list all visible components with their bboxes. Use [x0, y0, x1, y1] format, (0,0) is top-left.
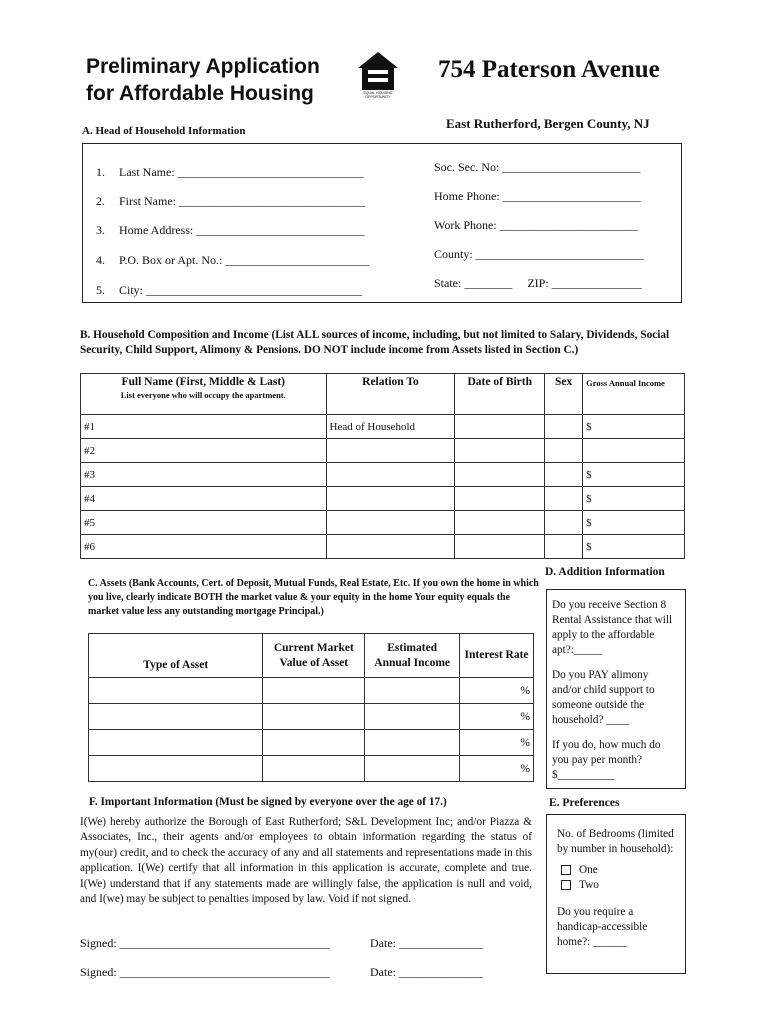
equal-housing-logo [356, 50, 400, 102]
signature-field-1[interactable]: Signed: ___________________________________ [80, 936, 330, 950]
field-label: City: ____________________________________ [119, 283, 363, 297]
col-relation: Relation To [326, 374, 455, 415]
col-annual-income: Estimated Annual Income [365, 634, 460, 678]
row-dob[interactable] [455, 535, 545, 559]
col-full-name-label: Full Name (First, Middle & Last) [121, 376, 286, 388]
field-po-box[interactable] [96, 253, 369, 268]
section-f-title: F. Important Information (Must be signed by everyone over the age of 17.) [89, 796, 447, 808]
col-dob: Date of Birth [455, 374, 545, 415]
table-header-row [81, 374, 685, 415]
section-e-box [546, 814, 686, 974]
col-market-value: Current Market Value of Asset [263, 634, 365, 678]
section-b-title: B. Household Composition and Income (List ALL sources of income, including, but not limited to Salary, Dividends, Social Security, Child Support, Alimony & Pensions. DO NOT include income from Assets listed in Section C.) [80, 329, 670, 356]
row-sex[interactable] [545, 511, 583, 535]
col-full-name-note: List everyone who will occupy the apartment. [120, 390, 286, 400]
title-line-1: Preliminary Application [86, 55, 320, 78]
field-first-name[interactable] [96, 194, 365, 209]
field-number: 1. [96, 165, 105, 179]
table-row [81, 511, 685, 535]
assets-table [88, 633, 534, 782]
section-d-box [546, 589, 686, 789]
bedroom-option-one[interactable] [561, 863, 675, 878]
row-number: #1 [81, 415, 327, 439]
row-relation[interactable] [326, 535, 455, 559]
section-a-title: A. Head of Household Information [82, 125, 246, 137]
table-row [81, 463, 685, 487]
checkbox-icon[interactable] [561, 880, 571, 890]
bedrooms-question: No. of Bedrooms (limited by number in household): [557, 828, 674, 855]
cell-market-value[interactable] [263, 756, 365, 782]
field-number: 4. [96, 253, 105, 267]
cell-interest-rate[interactable]: % [460, 704, 534, 730]
date-field-2[interactable]: Date: ______________ [370, 965, 483, 979]
row-sex[interactable] [545, 535, 583, 559]
form-title [86, 53, 320, 107]
row-number: #3 [81, 463, 327, 487]
row-relation[interactable] [326, 511, 455, 535]
field-number: 5. [96, 283, 105, 297]
row-income[interactable]: $ [583, 511, 685, 535]
authorization-text: I(We) hereby authorize the Borough of East Rutherford; S&L Development Inc; and/or Piazza & Associates, Inc., their agents and/or employees to obtain information regarding the status of my(our) credit, and to check the accuracy of any and all statements and representations made in this application. I(We) certify that all information in this application is accurate, complete and true. I(We) understand that if any statements made are willingly false, the application is null and void, and I(we) may be subject to penalties imposed by law. Void if not signed. [80, 816, 532, 906]
cell-asset-type[interactable] [89, 678, 263, 704]
cell-annual-income[interactable] [365, 730, 460, 756]
table-row [81, 439, 685, 463]
section8-question[interactable]: Do you receive Section 8 Rental Assistance that will apply to the affordable apt?:_____ [552, 599, 673, 656]
title-line-2: for Affordable Housing [86, 82, 314, 105]
row-number: #4 [81, 487, 327, 511]
alimony-question[interactable]: Do you PAY alimony and/or child support to someone outside the household? ____ [552, 669, 655, 726]
row-income[interactable]: $ [583, 463, 685, 487]
cell-interest-rate[interactable]: % [460, 730, 534, 756]
row-dob[interactable] [455, 415, 545, 439]
row-sex[interactable] [545, 415, 583, 439]
checkbox-icon[interactable] [561, 865, 571, 875]
col-asset-type: Type of Asset [89, 634, 263, 678]
table-header-row [89, 634, 534, 678]
row-sex[interactable] [545, 487, 583, 511]
row-number: #2 [81, 439, 327, 463]
cell-annual-income[interactable] [365, 704, 460, 730]
table-row [81, 535, 685, 559]
field-home-phone[interactable]: Home Phone: _______________________ [434, 189, 641, 203]
section-c-title: C. Assets (Bank Accounts, Cert. of Deposit, Mutual Funds, Real Estate, Etc. If you own the home in which you live, clearly indicate BOTH the market value & your equity in the home Your equity equals the market value less any outstanding mortgage Principal.) [88, 578, 539, 617]
field-work-phone[interactable]: Work Phone: _______________________ [434, 218, 638, 232]
option-label: Two [579, 879, 599, 891]
section-d-title: D. Addition Information [545, 566, 665, 578]
cell-annual-income[interactable] [365, 678, 460, 704]
row-income[interactable]: $ [583, 535, 685, 559]
row-sex[interactable] [545, 463, 583, 487]
cell-market-value[interactable] [263, 704, 365, 730]
row-income[interactable]: $ [583, 415, 685, 439]
date-field-1[interactable]: Date: ______________ [370, 936, 483, 950]
field-city[interactable] [96, 283, 362, 298]
property-address: 754 Paterson Avenue [438, 56, 660, 83]
field-state-zip[interactable]: State: ________ ZIP: _______________ [434, 276, 642, 290]
table-row [89, 756, 534, 782]
row-relation[interactable] [326, 487, 455, 511]
field-last-name[interactable] [96, 165, 364, 180]
signature-field-2[interactable]: Signed: ___________________________________ [80, 965, 330, 979]
row-dob[interactable] [455, 511, 545, 535]
field-home-address[interactable] [96, 223, 364, 238]
col-interest-rate: Interest Rate [460, 634, 534, 678]
row-number: #6 [81, 535, 327, 559]
cell-interest-rate[interactable]: % [460, 756, 534, 782]
table-row [81, 415, 685, 439]
field-number: 3. [96, 223, 105, 237]
row-income[interactable]: $ [583, 487, 685, 511]
field-label: Home Address: ____________________________ [119, 223, 365, 237]
table-row [81, 487, 685, 511]
cell-asset-type[interactable] [89, 730, 263, 756]
field-label: P.O. Box or Apt. No.: ________________________ [119, 253, 370, 267]
household-table [80, 373, 685, 559]
logo-text: EQUAL HOUSING OPPORTUNITY [363, 91, 393, 99]
row-dob[interactable] [455, 463, 545, 487]
field-ssn[interactable]: Soc. Sec. No: _______________________ [434, 160, 641, 174]
row-sex[interactable] [545, 439, 583, 463]
row-income[interactable] [583, 439, 685, 463]
row-dob[interactable] [455, 487, 545, 511]
row-number: #5 [81, 511, 327, 535]
cell-market-value[interactable] [263, 730, 365, 756]
cell-asset-type[interactable] [89, 704, 263, 730]
bedroom-option-two[interactable] [561, 878, 675, 893]
field-county[interactable]: County: ____________________________ [434, 247, 644, 261]
section-e-title: E. Preferences [549, 797, 620, 809]
col-full-name [81, 374, 327, 415]
col-sex: Sex [545, 374, 583, 415]
cell-market-value[interactable] [263, 678, 365, 704]
row-relation[interactable] [326, 439, 455, 463]
table-row [89, 704, 534, 730]
cell-asset-type[interactable] [89, 756, 263, 782]
table-row [89, 730, 534, 756]
table-row [89, 678, 534, 704]
property-location: East Rutherford, Bergen County, NJ [446, 116, 650, 131]
row-dob[interactable] [455, 439, 545, 463]
cell-annual-income[interactable] [365, 756, 460, 782]
field-label: First Name: _______________________________ [119, 194, 365, 208]
field-label: Last Name: _______________________________ [119, 165, 364, 179]
row-relation[interactable] [326, 463, 455, 487]
option-label: One [579, 864, 598, 876]
handicap-question[interactable]: Do you require a handicap-accessible home?: ______ [557, 906, 648, 948]
payment-amount-question[interactable]: If you do, how much do you pay per month? $__________ [552, 739, 661, 781]
col-income: Gross Annual Income [583, 374, 685, 415]
field-number: 2. [96, 194, 105, 208]
row-relation[interactable]: Head of Household [326, 415, 455, 439]
cell-interest-rate[interactable]: % [460, 678, 534, 704]
